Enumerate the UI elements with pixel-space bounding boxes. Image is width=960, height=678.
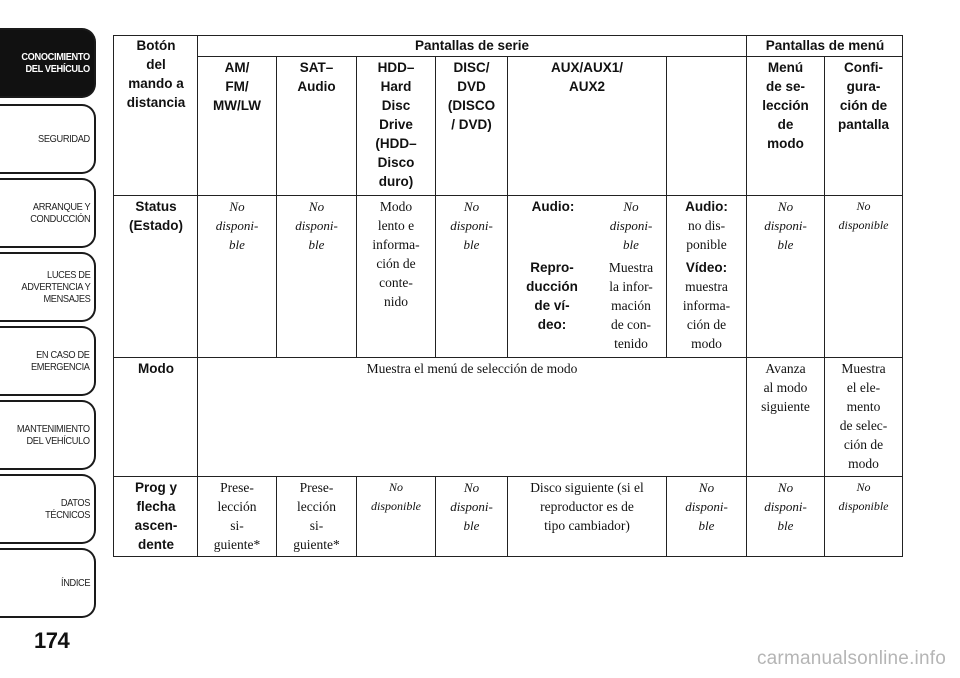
status-blank-audio-value: no dis- ponible — [686, 218, 727, 252]
row-label-prog: Prog y flecha ascen- dente — [134, 480, 178, 552]
tab-conocimiento[interactable] — [0, 28, 96, 98]
header-aux: AUX/AUX1/ AUX2 — [550, 60, 623, 94]
header-menu-seleccion: Menú de se- lección de modo — [762, 60, 809, 151]
status-blank-video-label: Vídeo: — [685, 260, 728, 275]
status-configuracion: No disponible — [838, 199, 889, 232]
modo-menu-seleccion: Avanza al modo siguiente — [761, 361, 810, 414]
header-pantallas-serie: Pantallas de serie — [414, 38, 530, 53]
header-disc-dvd: DISC/ DVD (DISCO / DVD) — [447, 60, 496, 132]
table-border-bottom — [113, 556, 903, 557]
modo-configuracion: Muestra el ele- mento de selec- ción de modo — [839, 361, 888, 471]
status-hdd: Modo lento e informa- ción de conte- nido — [372, 199, 420, 309]
tab-mantenimiento[interactable] — [0, 400, 96, 470]
tab-label: DATOS TÉCNICOS — [45, 497, 90, 521]
header-hdd: HDD– Hard Disc Drive (HDD– Disco duro) — [375, 60, 417, 189]
status-blank-video-value: muestra informa- ción de modo — [682, 279, 731, 351]
page-number: 174 — [34, 628, 70, 653]
tab-label: ARRANQUE Y CONDUCCIÓN — [29, 201, 90, 225]
header-configuracion: Confi- gura- ción de pantalla — [837, 60, 889, 132]
col-divider — [507, 56, 508, 357]
tab-luces[interactable] — [0, 252, 96, 322]
header-divider — [197, 56, 903, 57]
prog-am: Prese- lección si- guiente* — [213, 480, 261, 552]
tab-indice[interactable] — [0, 548, 96, 618]
header-remote-button: Botón del mando a distancia — [126, 38, 186, 110]
prog-disc: No disponi- ble — [450, 480, 493, 533]
prog-blank: No disponi- ble — [685, 480, 728, 533]
tab-label: SEGURIDAD — [38, 133, 90, 145]
tab-label: CONOCIMIENTO DEL VEHÍCULO — [21, 51, 90, 75]
table-border-left — [113, 35, 114, 557]
status-menu-seleccion: No disponi- ble — [764, 199, 807, 252]
row-divider — [113, 195, 903, 196]
remote-control-table — [113, 35, 903, 557]
status-disc: No disponi- ble — [450, 199, 493, 252]
prog-sat: Prese- lección si- guiente* — [293, 480, 340, 552]
header-sat-audio: SAT– Audio — [297, 60, 336, 94]
prog-menu-seleccion: No disponi- ble — [764, 480, 807, 533]
row-divider — [113, 476, 903, 477]
row-label-status: Status (Estado) — [129, 199, 183, 233]
status-blank-audio-label: Audio: — [685, 199, 728, 214]
tab-seguridad[interactable] — [0, 104, 96, 174]
status-aux-audio-value: No disponi- ble — [609, 199, 653, 252]
tab-emergencia[interactable] — [0, 326, 96, 396]
modo-serie: Muestra el menú de selección de modo — [366, 361, 578, 376]
prog-configuracion: No disponible — [838, 480, 889, 513]
tab-label: MANTENIMIENTO DEL VEHÍCULO — [17, 423, 90, 447]
tab-label: EN CASO DE EMERGENCIA — [31, 349, 90, 373]
status-am: No disponi- ble — [215, 199, 259, 252]
prog-hdd: No disponible — [371, 480, 421, 513]
status-aux-video-value: Muestra la infor- mación de con- tenido — [608, 260, 654, 351]
tab-label: LUCES DE ADVERTENCIA Y MENSAJES — [20, 269, 90, 305]
status-sat: No disponi- ble — [295, 199, 338, 252]
header-am-fm: AM/ FM/ MW/LW — [213, 60, 261, 113]
row-divider — [113, 357, 903, 358]
tab-label: ÍNDICE — [60, 577, 90, 589]
tab-datos[interactable] — [0, 474, 96, 544]
prog-aux: Disco siguiente (si el reproductor es de tipo cambiador) — [530, 480, 644, 533]
row-label-modo: Modo — [138, 361, 174, 376]
table-border-right — [902, 35, 903, 557]
watermark: carmanualsonline.info — [756, 648, 946, 669]
tab-arranque[interactable] — [0, 178, 96, 248]
header-pantallas-menu: Pantallas de menú — [765, 38, 885, 53]
status-aux-video-label: Repro- ducción de ví- deo: — [526, 260, 578, 332]
status-aux-audio-label: Audio: — [531, 199, 575, 214]
